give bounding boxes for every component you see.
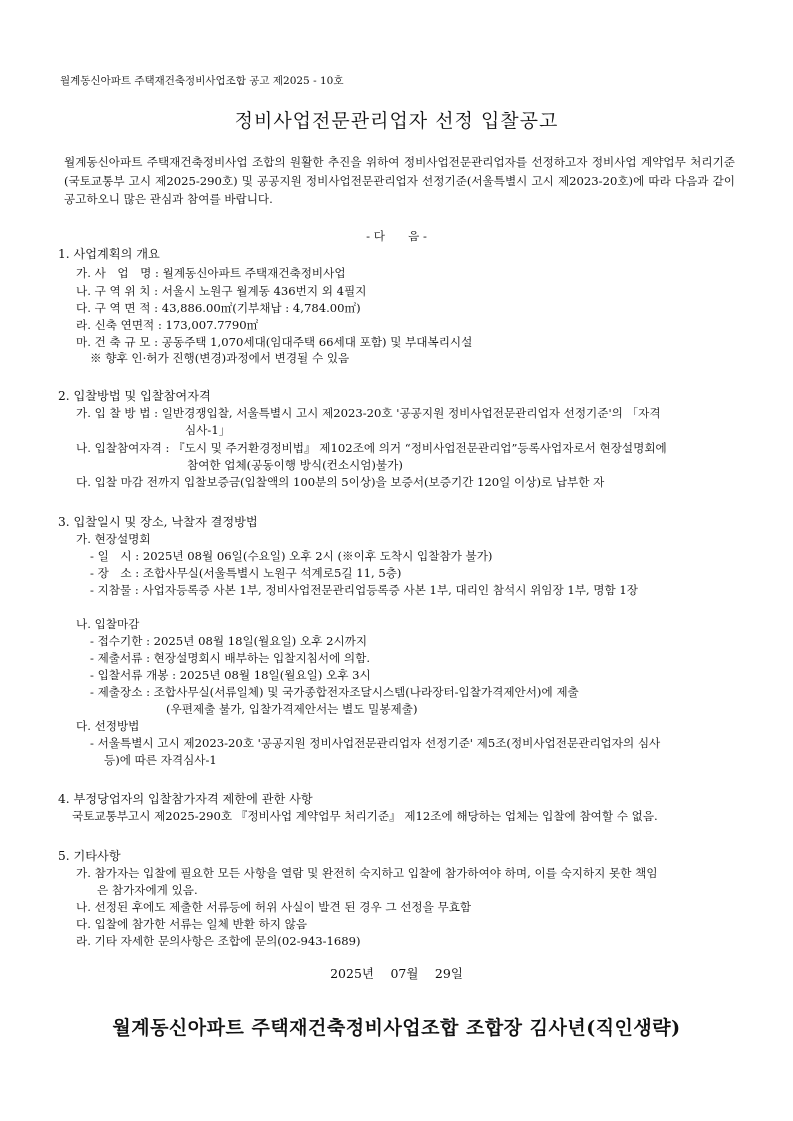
- section-5-title: 5. 기타사항: [58, 849, 121, 863]
- section-4-title: 4. 부정당업자의 입찰참가자격 제한에 관한 사항: [58, 792, 313, 806]
- page-title: 정비사업전문관리업자 선정 입찰공고: [234, 110, 559, 132]
- section-1-item: 가. 사 업 명 : 월계동신아파트 주택재건축정비사업: [76, 266, 346, 280]
- document-number: 월계동신아파트 주택재건축정비사업조합 공고 제2025 - 10호: [60, 75, 344, 87]
- announcement-date: 2025년 07월 29일: [330, 966, 463, 981]
- section-3-a-item: - 장 소 : 조합사무실(서울특별시 노원구 석계로5길 11, 5층): [90, 566, 402, 580]
- section-3-b-item: - 입찰서류 개봉 : 2025년 08월 18일(월요일) 오후 3시: [90, 668, 371, 682]
- section-5-item-d: 라. 기타 자세한 문의사항은 조합에 문의(02-943-1689): [76, 934, 361, 948]
- issuer-signature: 월계동신아파트 주택재건축정비사업조합 조합장 김사년(직인생략): [112, 1017, 681, 1039]
- section-5-item-a-cont: 은 참가자에게 있음.: [97, 883, 198, 897]
- section-1-item: 다. 구 역 면 적 : 43,886.00㎡(기부채납 : 4,784.00㎡): [76, 301, 361, 315]
- section-1-note: ※ 향후 인·허가 진행(변경)과정에서 변경될 수 있음: [90, 351, 350, 365]
- section-5-item-a: 가. 참가자는 입찰에 필요한 모든 사항을 열람 및 완전히 숙지하고 입찰에 참가하여야 하며, 이를 숙지하지 못한 책임: [76, 866, 658, 880]
- section-1-item: 나. 구 역 위 치 : 서울시 노원구 월계동 436번지 외 4필지: [76, 284, 367, 298]
- section-3-b-item: - 접수기한 : 2025년 08월 18일(월요일) 오후 2시까지: [90, 634, 368, 648]
- section-2-item-b: 나. 입찰참여자격 : 『도시 및 주거환경정비법』 제102조에 의거 “정비사업전문관리업”등록사업자로서 현장설명회에: [76, 441, 667, 455]
- section-3-a-item: - 지참물 : 사업자등록증 사본 1부, 정비사업전문관리업등록증 사본 1부, 대리인 참석시 위임장 1부, 명함 1장: [90, 583, 638, 597]
- section-3-b-item: - 제출장소 : 조합사무실(서류일체) 및 국가종합전자조달시스템(나라장터-입찰가격제안서)에 제출: [90, 685, 579, 699]
- intro-paragraph: 월계동신아파트 주택재건축정비사업 조합의 원활한 추진을 위하여 정비사업전문관리업자를 선정하고자 정비사업 계약업무 처리기준(국토교통부 고시 제2025-290호) 및 공공지원 정비사업전문관리업자 선정기준(서울특별시 고시 제2023-20호)에 따라 다음과 같이 공고하오니 많은 관심과 참여를 바랍니다.: [64, 155, 735, 206]
- section-3-sub-b: 나. 입찰마감: [76, 617, 140, 631]
- section-3-sub-c: 다. 선정방법: [76, 719, 140, 733]
- section-2-item-a: 가. 입 찰 방 법 : 일반경쟁입찰, 서울특별시 고시 제2023-20호 '공공지원 정비사업전문관리업자 선정기준'의 「자격: [76, 406, 661, 420]
- section-3-a-item: - 일 시 : 2025년 08월 06일(수요일) 오후 2시 (※이후 도착시 입찰참가 불가): [90, 549, 493, 563]
- section-1-title: 1. 사업계획의 개요: [58, 247, 160, 261]
- section-1-item: 라. 신축 연면적 : 173,007.7790㎡: [76, 318, 259, 332]
- section-3-b-item: - 제출서류 : 현장설명회시 배부하는 입찰지침서에 의함.: [90, 651, 371, 665]
- section-2-item-b-cont: 참여한 업체(공동이행 방식(컨소시엄)불가): [187, 458, 403, 472]
- section-5-item-b: 나. 선정된 후에도 제출한 서류등에 허위 사실이 발견 된 경우 그 선정을 무효함: [76, 900, 472, 914]
- section-3-c-item-cont: 등)에 따른 자격심사-1: [104, 753, 217, 767]
- section-1-item: 마. 건 축 규 모 : 공동주택 1,070세대(임대주택 66세대 포함) 및 부대복리시설: [76, 335, 473, 349]
- section-5-item-c: 다. 입찰에 참가한 서류는 일체 반환 하지 않음: [76, 917, 308, 931]
- section-3-b-note: (우편제출 불가, 입찰가격제안서는 별도 밀봉제출): [166, 702, 418, 716]
- section-3-title: 3. 입찰일시 및 장소, 낙찰자 결정방법: [58, 515, 258, 529]
- separator: - 다 음 -: [366, 229, 427, 243]
- section-2-item-a-cont: 심사-1」: [185, 423, 231, 437]
- section-2-item-c: 다. 입찰 마감 전까지 입찰보증금(입찰액의 100분의 5이상)을 보증서(보증기간 120일 이상)로 납부한 자: [76, 475, 605, 489]
- section-3-sub-a: 가. 현장설명회: [76, 532, 151, 546]
- section-3-c-item: - 서울특별시 고시 제2023-20호 '공공지원 정비사업전문관리업자 선정기준' 제5조(정비사업전문관리업자의 심사: [90, 736, 661, 750]
- section-4-text: 국토교통부고시 제2025-290호 『정비사업 계약업무 처리기준』 제12조에 해당하는 업체는 입찰에 참여할 수 없음.: [72, 809, 658, 823]
- section-2-title: 2. 입찰방법 및 입찰참여자격: [58, 389, 211, 403]
